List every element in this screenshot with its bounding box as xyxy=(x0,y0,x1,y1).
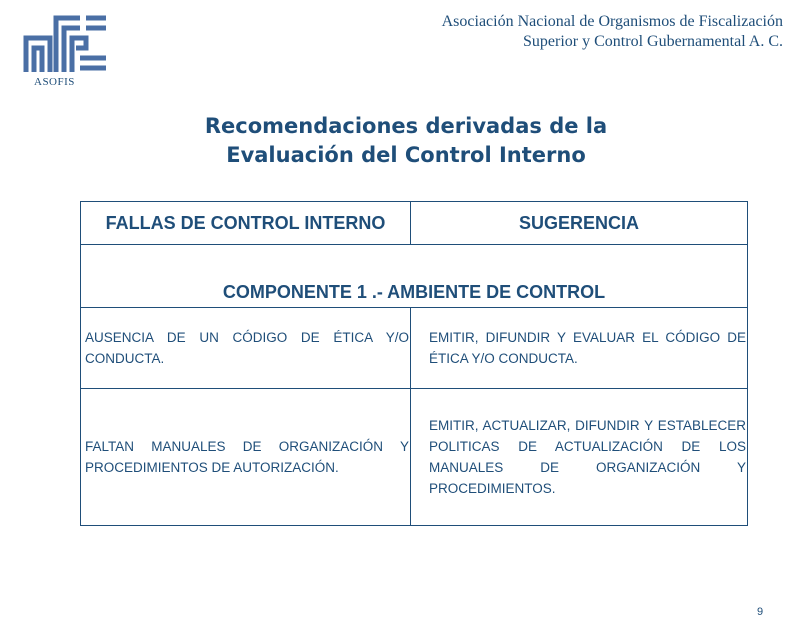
recommendations-table xyxy=(80,201,748,526)
organization-name xyxy=(442,12,783,52)
title-line-2: Evaluación del Control Interno xyxy=(226,143,586,167)
table-row xyxy=(81,389,748,526)
org-line-1: Asociación Nacional de Organismos de Fiscalización xyxy=(441,13,783,30)
title-line-1: Recomendaciones derivadas de la xyxy=(204,114,608,138)
sugerencia-cell: EMITIR, DIFUNDIR Y EVALUAR EL CÓDIGO DE ÉTICA Y/O CONDUCTA. xyxy=(411,308,748,389)
page-title xyxy=(0,112,812,170)
page-number: 9 xyxy=(757,606,764,618)
falla-cell: FALTAN MANUALES DE ORGANIZACIÓN Y PROCEDIMIENTOS DE AUTORIZACIÓN. xyxy=(81,389,411,526)
header-sugerencia: SUGERENCIA xyxy=(411,202,748,245)
table-row xyxy=(81,308,748,389)
component-row xyxy=(81,245,748,308)
header-fallas: FALLAS DE CONTROL INTERNO xyxy=(81,202,411,245)
table-header-row xyxy=(81,202,748,245)
component-label: COMPONENTE 1 .- AMBIENTE DE CONTROL xyxy=(81,245,748,308)
logo-caption: ASOFIS xyxy=(34,76,75,88)
sugerencia-cell: EMITIR, ACTUALIZAR, DIFUNDIR Y ESTABLECER POLITICAS DE ACTUALIZACIÓN DE LOS MANUALES DE ORGANIZACIÓN Y PROCEDIMIENTOS. xyxy=(411,389,748,526)
falla-cell: AUSENCIA DE UN CÓDIGO DE ÉTICA Y/O CONDUCTA. xyxy=(81,308,411,389)
org-line-2: Superior y Control Gubernamental A. C. xyxy=(523,33,783,50)
